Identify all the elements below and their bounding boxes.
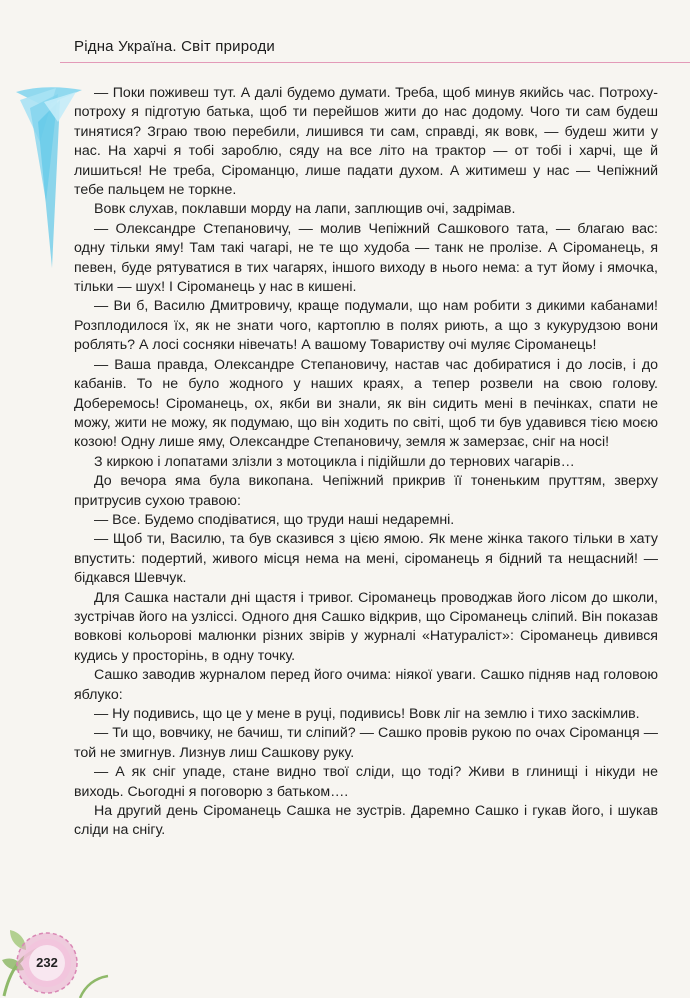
paragraph: Для Сашка настали дні щастя і тривог. Сіроманець проводжав його лісом до школи, зустрічав його на узліссі. Одного дня Сашко відкрив, що Сіроманець сліпий. Він показав вовкові кольорові малюнки різних звірів у журналі «Натураліст»: Сіроманець дивився кудись у просторінь, в одну точку. (74, 589, 658, 664)
paragraph: — Щоб ти, Василю, та був сказився з цією ямою. Як мене жінка такого тільки в хату впустить: подертий, живого місця нема на мені, сіроманець я бідний та нещасний! — бідкався Шевчук. (74, 531, 658, 587)
paragraph: Вовк слухав, поклавши морду на лапи, заплющив очі, задрімав. (94, 201, 516, 218)
header-rule (60, 62, 690, 63)
page-number: 232 (36, 955, 58, 970)
paragraph: — Ти що, вовчику, не бачиш, ти сліпий? — Сашко провів рукою по очах Сіроманця — той не змигнув. Лизнув лиш Сашкову руку. (74, 725, 658, 761)
story-text (74, 84, 658, 841)
page-header-title: Рідна Україна. Світ природи (74, 38, 276, 55)
paragraph: — А як сніг упаде, стане видно твої сліди, що тоді? Живи в глинищі і нікуди не виходь. Сьогодні я поговорю з батьком…. (74, 764, 658, 800)
paragraph: Сашко заводив журналом перед його очима: ніякої уваги. Сашко підняв над головою яблуко: (74, 667, 658, 703)
paragraph: З киркою і лопатами злізли з мотоцикла і підійшли до тернових чагарів… (94, 453, 575, 470)
flower-ornament-icon (0, 900, 110, 998)
paragraph: — Ви б, Василю Дмитровичу, краще подумали, що нам робити з дикими кабанами! Розплодилося їх, як не знати чого, картоплю в полях риють, а що з кукурудзою вони роблять? А лосі сосняки нівечать! А вашому Товариству очі муляє Сіроманець! (74, 298, 658, 354)
paragraph: — Ваша правда, Олександре Степановичу, настав час добиратися і до лосів, і до кабанів. То не було жодного у наших краях, а тепер розвели на свою голову. Доберемось! Сіроманець, ох, якби ви знали, як він сидить мені в печінках, спати не можу, жити не можу, як подумаю, що він ходить по світі, щоб ти був удавився тією моєю козою! Одну лише яму, Олександре Степановичу, земля ж замерзає, сніг на носі! (74, 356, 658, 451)
paragraph: — Поки поживеш тут. А далі будемо думати. Треба, щоб минув якийсь час. Потроху-потроху я підготую батька, щоб ти перейшов жити до нас додому. Чого ти сам будеш тинятися? Зграю твою перебили, лишився ти сам, справді, як вовк, — будеш жити у нас. На харчі я тобі зароблю, сяду на все літо на трактор — от тобі і харчі, ще й лишиться! Не треба, Сіроманцю, лише падати духом. А житимеш у нас — Чепіжний тебе пальцем не торкне. (74, 85, 658, 199)
paragraph: — Олександре Степановичу, — молив Чепіжний Сашкового тата, — благаю вас: одну тільки яму! Там такі чагарі, не те що худоба — танк не пролізе. А Сіроманець, я певен, буде рятуватися в тих чагарях, іншого виходу в нього нема: а тут йому і ямочка, тільки — шух! І Сіроманець у нас в кишені. (74, 220, 658, 296)
paragraph: — Все. Будемо сподіватися, що труди наші недаремні. (94, 511, 455, 528)
paragraph: До вечора яма була викопана. Чепіжний прикрив її тоненьким пруттям, зверху притрусив сухою травою: (74, 473, 658, 509)
paragraph: — Ну подивись, що це у мене в руці, подивись! Вовк ліг на землю і тихо заскімлив. (94, 706, 640, 722)
paragraph: На другий день Сіроманець Сашка не зустрів. Даремно Сашко і гукав його, і шукав сліди на снігу. (74, 803, 658, 839)
